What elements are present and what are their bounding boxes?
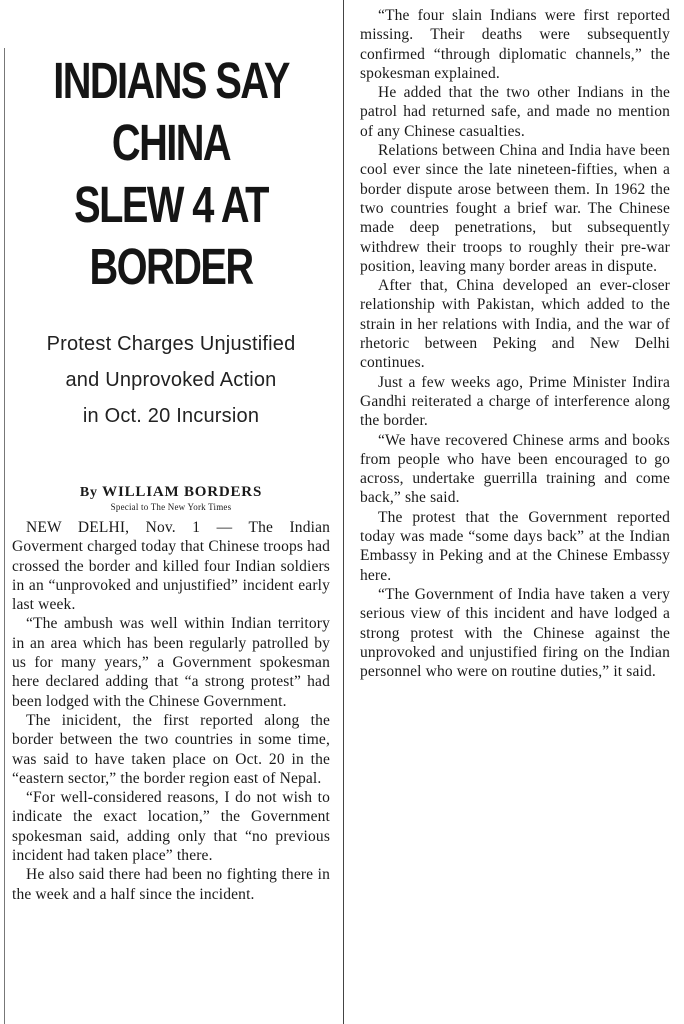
headline-line: SLEW 4 AT BORDER <box>74 176 268 295</box>
paragraph: After that, China developed an ever-closer relationship with Pakistan, which added to the strain in her relations with India, and the war of rhetoric between Peking and New Delhi continues. <box>360 277 670 372</box>
column-rule <box>343 0 344 1024</box>
dateline: NEW DELHI, Nov. 1 — <box>26 519 233 536</box>
headline <box>16 50 326 298</box>
paragraph: Just a few weeks ago, Prime Minister Indira Gandhi reiterated a charge of interference along the border. <box>360 373 670 430</box>
lead-paragraph <box>12 518 330 614</box>
paragraph: “For well-considered reasons, I do not wish to indicate the exact location,” the Government spokesman said, adding only that “no previous incident had taken place” there. <box>12 789 330 865</box>
paragraph: Relations between China and India have been cool ever since the late nineteen-fifties, when a border dispute arose between them. In 1962 the two countries fought a brief war. The Chinese made deep penetrations, but subsequently withdrew their troops to roughly their pre-war position, leaving many border areas in dispute. <box>360 142 670 275</box>
subhead-line: in Oct. 20 Incursion <box>82 405 260 427</box>
paragraph: “We have recovered Chinese arms and books from people who have been encouraged to go across, undertake guerrilla training and come back,” she said. <box>360 431 670 507</box>
paragraph: “The four slain Indians were first reported missing. Their deaths were subsequently confirmed “through diplomatic channels,” the spokesman explained. <box>360 7 670 82</box>
byline-credit: Special to The New York Times <box>110 502 232 512</box>
paragraph: The inicident, the first reported along the border between the two countries in some time, was said to have taken place on Oct. 20 in the “eastern sector,” the border region east of Nepal. <box>12 711 330 787</box>
headline-line: INDIANS SAY CHINA <box>53 52 289 171</box>
left-column <box>12 50 330 904</box>
clipping-edge <box>4 48 5 1024</box>
paragraph: “The ambush was well within Indian territory in an area which has been regularly patrolled by us for many years,” a Government spokesman here declared adding that “a strong protest” had been lodged with the Chinese Government. <box>12 615 330 710</box>
paragraph: He also said there had been no fighting there in the week and a half since the incident. <box>12 866 330 903</box>
paragraph: “The Government of India have taken a very serious view of this incident and have lodged a strong protest with the Chinese against the unprovoked and unjustified firing on the Indian personnel who were on routine duties,” it said. <box>360 585 670 681</box>
right-column <box>360 6 670 681</box>
subhead-line: and Unprovoked Action <box>65 369 277 391</box>
subhead-line: Protest Charges Unjustified <box>46 333 296 355</box>
paragraph-text: The Indian Goverment charged today that Chinese troops had crossed the border and killed four Indian soldiers in an “unprovoked and unjustified” incident early last week. <box>12 519 330 614</box>
subheadline <box>12 326 330 434</box>
byline <box>12 484 330 501</box>
paragraph: The protest that the Government reported today was made “some days back” at the Indian Embassy in Peking and at the Chinese Embassy here. <box>360 508 670 584</box>
right-body <box>360 6 670 681</box>
byline-name: WILLIAM BORDERS <box>102 484 263 500</box>
byline-prefix: By <box>79 485 98 500</box>
left-body <box>12 518 330 904</box>
paragraph: He added that the two other Indians in the patrol had returned safe, and made no mention of any Chinese casualties. <box>360 84 670 140</box>
